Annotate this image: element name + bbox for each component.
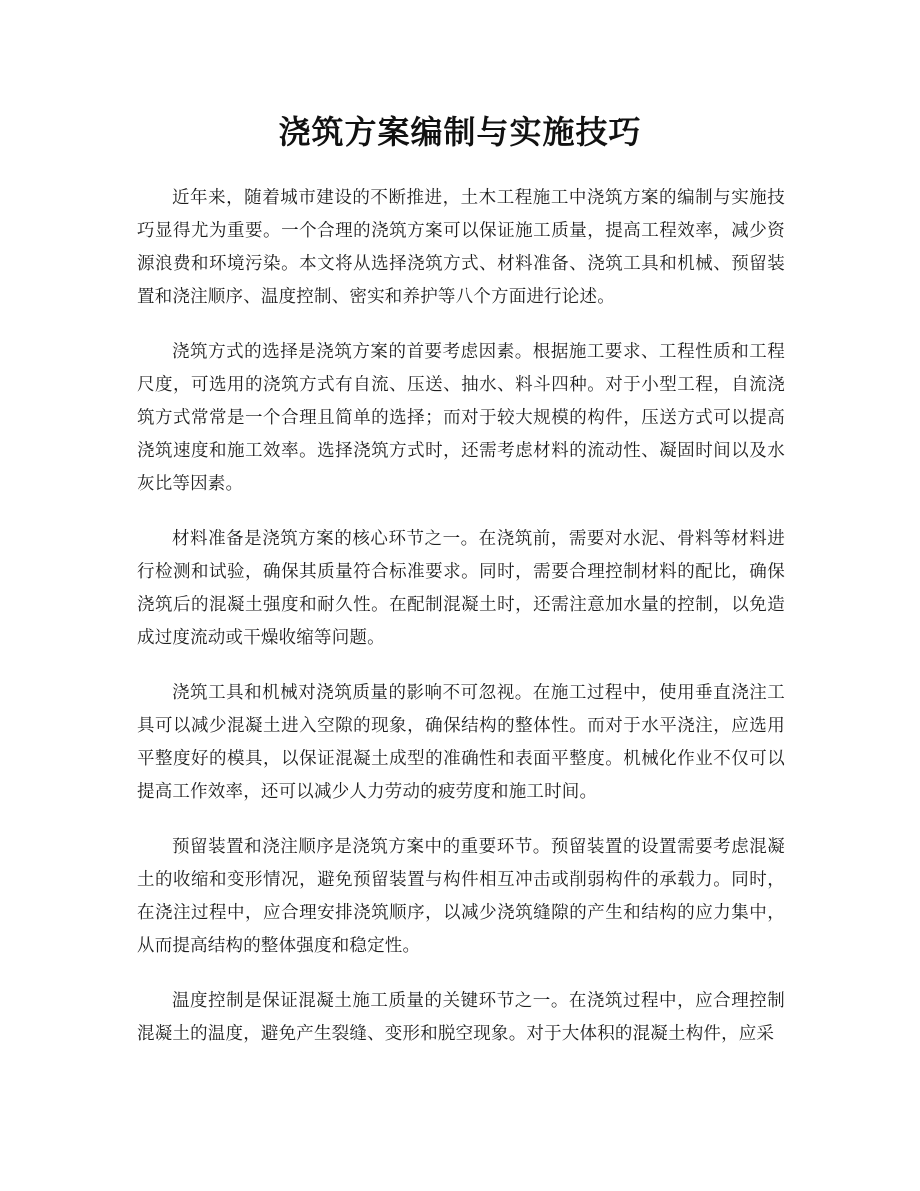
document-body <box>137 182 785 1073</box>
paragraph-material-preparation: 材料准备是浇筑方案的核心环节之一。在浇筑前，需要对水泥、骨料等材料进行检测和试验，确保其质量符合标准要求。同时，需要合理控制材料的配比，确保浇筑后的混凝土强度和耐久性。在配制混凝土时，还需注意加水量的控制，以免造成过度流动或干燥收缩等问题。 <box>137 529 785 648</box>
paragraph-intro: 近年来，随着城市建设的不断推进，土木工程施工中浇筑方案的编制与实施技巧显得尤为重要。一个合理的浇筑方案可以保证施工质量，提高工程效率，减少资源浪费和环境污染。本文将从选择浇筑方式、材料准备、浇筑工具和机械、预留装置和浇注顺序、温度控制、密实和养护等八个方面进行论述。 <box>137 188 785 307</box>
paragraph-tools-machinery: 浇筑工具和机械对浇筑质量的影响不可忽视。在施工过程中，使用垂直浇注工具可以减少混凝土进入空隙的现象，确保结构的整体性。而对于水平浇注，应选用平整度好的模具，以保证混凝土成型的准确性和表面平整度。机械化作业不仅可以提高工作效率，还可以减少人力劳动的疲劳度和施工时间。 <box>137 683 785 802</box>
paragraph-temperature-control: 温度控制是保证混凝土施工质量的关键环节之一。在浇筑过程中，应合理控制混凝土的温度，避免产生裂缝、变形和脱空现象。对于大体积的混凝土构件，应采 <box>137 991 785 1044</box>
paragraph-reserved-devices-sequence: 预留装置和浇注顺序是浇筑方案中的重要环节。预留装置的设置需要考虑混凝土的收缩和变形情况，避免预留装置与构件相互冲击或削弱构件的承载力。同时，在浇注过程中，应合理安排浇筑顺序，以减少浇筑缝隙的产生和结构的应力集中，从而提高结构的整体强度和稳定性。 <box>137 837 785 956</box>
document-title: 浇筑方案编制与实施技巧 <box>278 113 642 151</box>
paragraph-pouring-method: 浇筑方式的选择是浇筑方案的首要考虑因素。根据施工要求、工程性质和工程尺度，可选用的浇筑方式有自流、压送、抽水、料斗四种。对于小型工程，自流浇筑方式常常是一个合理且简单的选择；而对于较大规模的构件，压送方式可以提高浇筑速度和施工效率。选择浇筑方式时，还需考虑材料的流动性、凝固时间以及水灰比等因素。 <box>137 342 785 494</box>
